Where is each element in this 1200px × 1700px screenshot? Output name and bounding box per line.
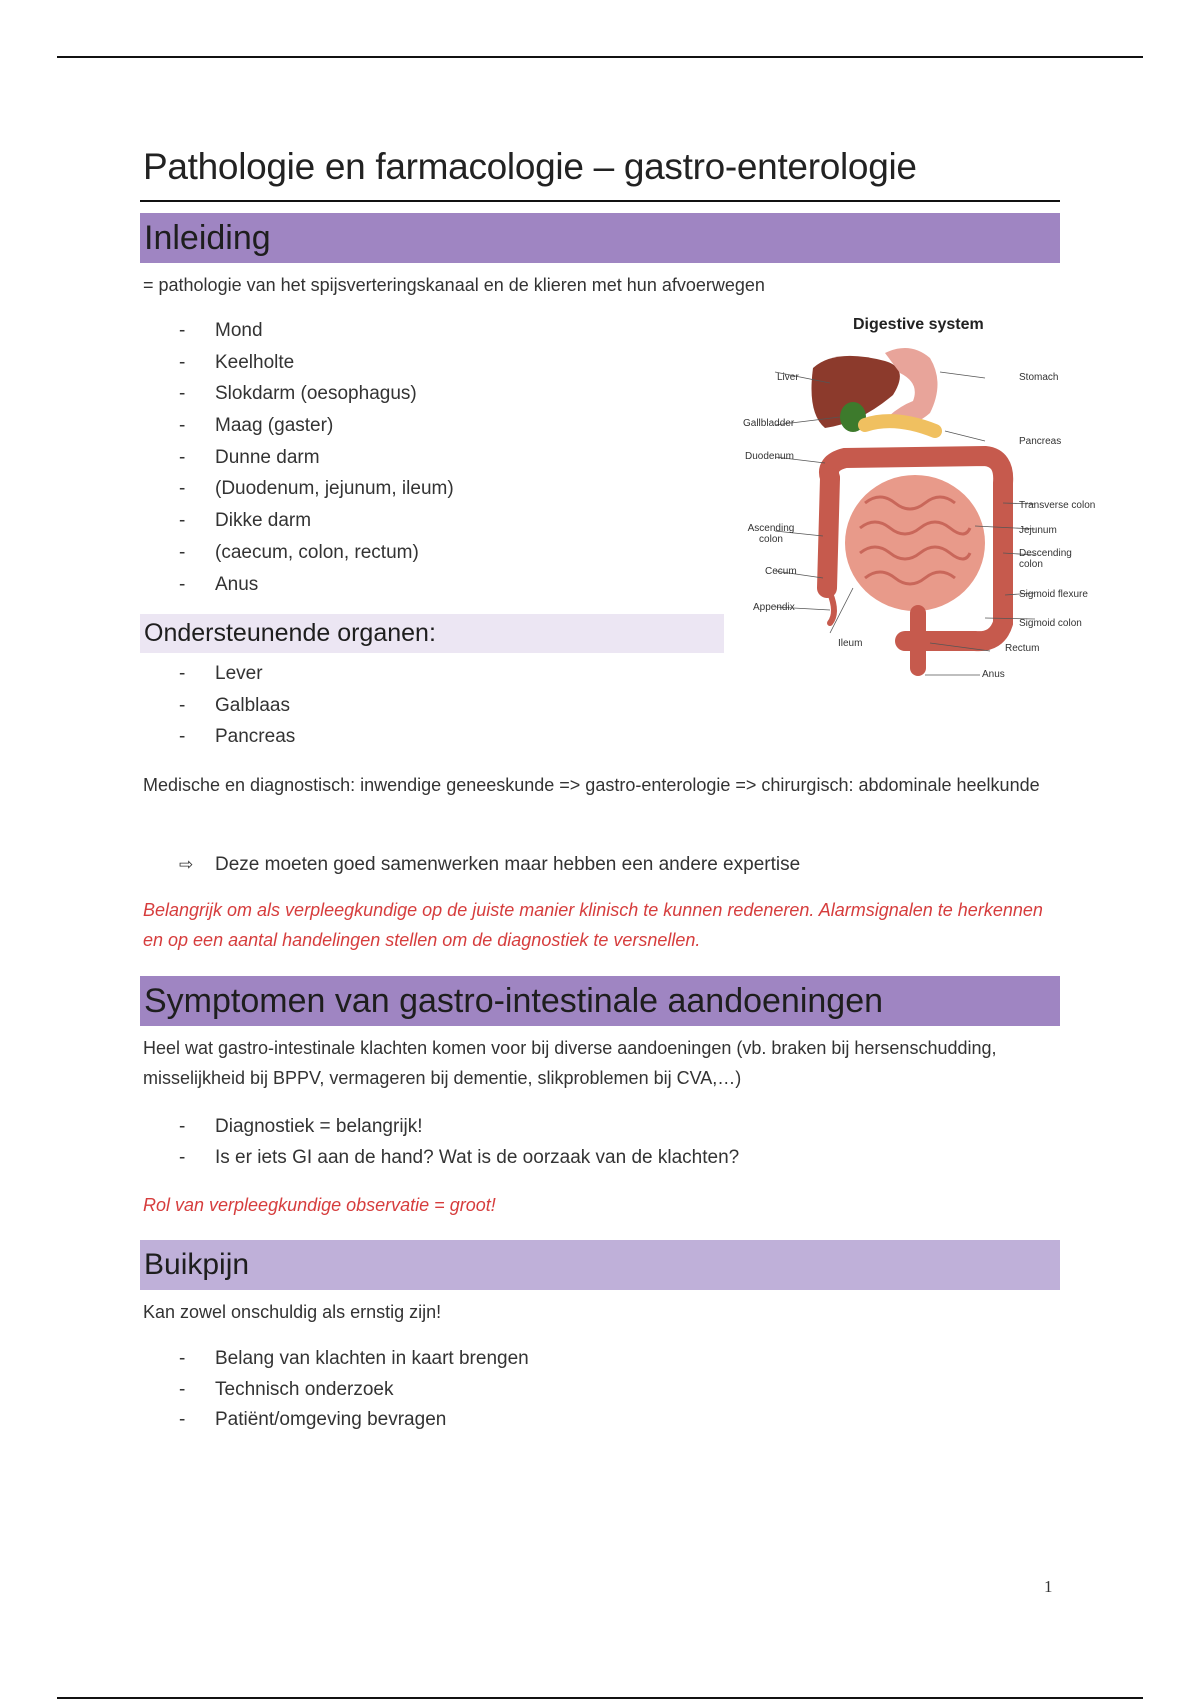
document-title: Pathologie en farmacologie – gastro-enterologie bbox=[143, 146, 917, 187]
list-item: - Belang van klachten in kaart brengen bbox=[179, 1348, 529, 1369]
list-item: - Keelholte bbox=[179, 351, 295, 373]
symptomen-note: Rol van verpleegkundige observatie = groot! bbox=[143, 1195, 496, 1215]
list-item: - Pancreas bbox=[179, 726, 296, 748]
buikpijn-intro: Kan zowel onschuldig als ernstig zijn! bbox=[143, 1302, 442, 1322]
list-item: - Lever bbox=[179, 663, 263, 684]
label-appendix: Appendix bbox=[753, 602, 795, 613]
digestive-system-figure bbox=[735, 313, 1115, 693]
label-transverse-colon: Transverse colon bbox=[1019, 500, 1096, 511]
heading-buikpijn: Buikpijn bbox=[140, 1240, 1060, 1290]
title-underline bbox=[140, 200, 1060, 202]
list-item: - Galblaas bbox=[179, 694, 290, 716]
label-liver: Liver bbox=[777, 372, 799, 383]
label-stomach: Stomach bbox=[1019, 372, 1059, 383]
list-item: - Patiënt/omgeving bevragen bbox=[179, 1409, 447, 1430]
specialism-text: Medische en diagnostisch: inwendige geneeskunde => gastro-enterologie => chirurgisch: abdominale heelkunde bbox=[143, 775, 1040, 795]
buikpijn-list bbox=[179, 1344, 529, 1436]
symptomen-intro: Heel wat gastro-intestinale klachten komen voor bij diverse aandoeningen (vb. braken bij hersenschudding, misselijkheid bij BPPV, vermageren bij dementie, slikproblemen bij CVA,…) bbox=[143, 1038, 997, 1088]
list-item: - Slokdarm (oesophagus) bbox=[179, 383, 417, 405]
label-ascending-colon: Ascending colon bbox=[747, 523, 795, 545]
list-item: - Dikke darm bbox=[179, 510, 312, 532]
heading-ondersteunende-organen: Ondersteunende organen: bbox=[140, 614, 724, 653]
list-item: - Anus bbox=[179, 573, 259, 595]
list-item: - (caecum, colon, rectum) bbox=[179, 541, 419, 563]
organ-list bbox=[179, 315, 454, 600]
arrow-right-icon: ⇨ bbox=[179, 855, 194, 874]
label-ileum: Ileum bbox=[838, 638, 863, 649]
list-item: - Technisch onderzoek bbox=[179, 1378, 394, 1400]
figure-title: Digestive system bbox=[853, 316, 984, 333]
list-item: - Dunne darm bbox=[179, 446, 320, 468]
list-item: - Diagnostiek = belangrijk! bbox=[179, 1116, 423, 1137]
list-item: - Is er iets GI aan de hand? Wat is de oorzaak van de klachten? bbox=[179, 1146, 740, 1168]
label-gallbladder: Gallbladder bbox=[743, 418, 795, 429]
label-jejunum: Jejunum bbox=[1019, 525, 1057, 536]
list-item: - Maag (gaster) bbox=[179, 415, 334, 437]
page-number: 1 bbox=[1044, 1577, 1053, 1596]
label-anus: Anus bbox=[982, 669, 1005, 680]
heading-inleiding: Inleiding bbox=[140, 213, 1060, 263]
arrow-note: ⇨ Deze moeten goed samenwerken maar hebben een andere expertise bbox=[179, 850, 800, 880]
label-duodenum: Duodenum bbox=[745, 451, 794, 462]
heading-symptomen: Symptomen van gastro-intestinale aandoeningen bbox=[140, 976, 1060, 1026]
inleiding-definition: = pathologie van het spijsverteringskanaal en de klieren met hun afvoerwegen bbox=[143, 275, 765, 295]
list-item: - (Duodenum, jejunum, ileum) bbox=[179, 478, 454, 500]
label-descending-colon: Descending colon bbox=[1019, 548, 1072, 570]
page-top-rule bbox=[57, 56, 1143, 58]
symptomen-list bbox=[179, 1112, 739, 1173]
page-bottom-rule bbox=[57, 1697, 1143, 1699]
label-cecum: Cecum bbox=[765, 566, 797, 577]
label-rectum: Rectum bbox=[1005, 643, 1040, 654]
label-sigmoid-colon: Sigmoid colon bbox=[1019, 618, 1082, 629]
label-sigmoid-flexure: Sigmoid flexure bbox=[1019, 589, 1088, 600]
important-note: Belangrijk om als verpleegkundige op de juiste manier klinisch te kunnen redeneren. Alarmsignalen te herkennen en op een aantal handelingen stellen om de diagnostiek te versnellen. bbox=[143, 900, 1043, 950]
list-item: - Mond bbox=[179, 320, 263, 341]
label-pancreas: Pancreas bbox=[1019, 436, 1062, 447]
support-organ-list bbox=[179, 658, 295, 753]
